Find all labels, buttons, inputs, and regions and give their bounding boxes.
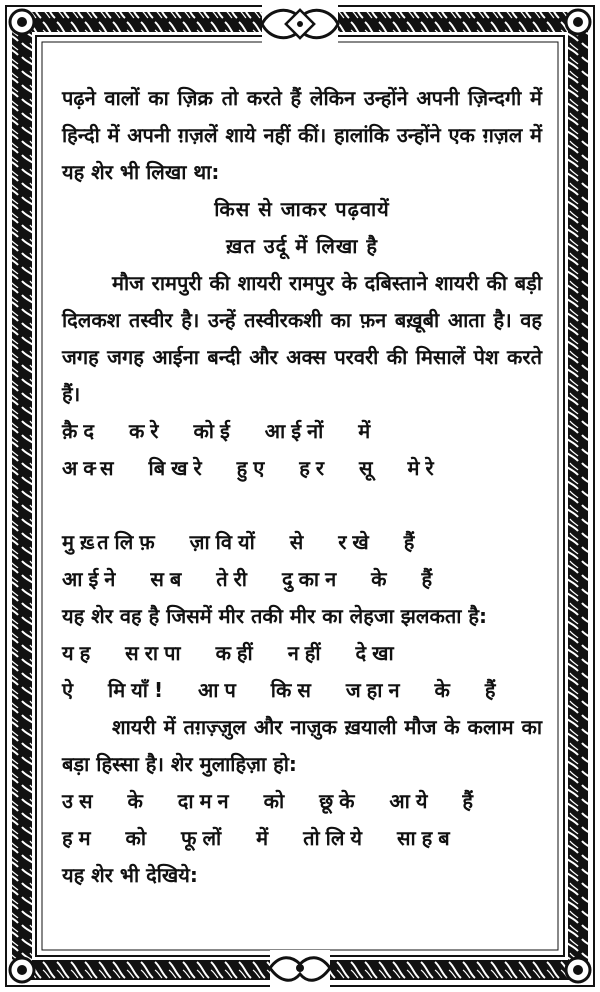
couplet-2-line-2: अक्स बिखरे हुए हर सू मेरे [62,456,440,480]
couplet-4-line-2: ऐ मियाँ! आप किस जहान के हैं [62,678,502,702]
corner-knot-top-left [10,10,34,34]
couplet-3-line-2: आईने सब तेरी दुकान के हैं [62,567,439,591]
couplet-2-line-1: क़ैद करे कोई आईनों में [62,419,377,443]
paragraph-intro: पढ़ने वालों का ज़िक्र तो करते हैं लेकिन उन्होंने अपनी ज़िन्दगी में हिन्दी में अपनी ग़ज़लें शाये नहीं कीं। हालांकि उन्होंने एक ग़ज़ल में यह शेर भी लिखा था: [62,86,542,184]
right-rope-band [568,30,588,962]
paragraph-taghazzul: शायरी में तग़ज़्ज़ुल और नाज़ुक ख़याली मौज के कलाम का बड़ा हिस्सा है। शेर मुलाहिज़ा हो: [62,715,542,776]
text-block [62,80,542,960]
couplet-4-line-1: यह सरापा कहीं नहीं देखा [62,641,400,665]
top-center-ornament [262,4,338,44]
left-rope-band [12,30,32,962]
corner-knot-bottom-right [566,958,590,982]
couplet-5-line-1: उस के दामन को छूके आये हैं [62,789,480,813]
stanza-gap [62,487,542,524]
couplet-5-line-2: हम को फूलों में तोलिये साहब [62,826,456,850]
paragraph-ye-sher-bhi-dekhiye: यह शेर भी देखिये: [62,863,198,887]
corner-knot-bottom-left [10,958,34,982]
couplet-1-line-2: ख़त उर्दू में लिखा है [225,234,379,258]
couplet-3-line-1: मुख़्तलिफ़ ज़ावियों से रखे हैं [62,530,421,554]
couplet-1-line-1: किस से जाकर पढ़वायें [214,197,390,221]
paragraph-mir-taqi-mir: यह शेर वह है जिसमें मीर तकी मीर का लेहजा झलकता है: [62,604,488,628]
corner-knot-top-right [566,10,590,34]
paragraph-maujrampuri: मौज रामपुरी की शायरी रामपुर के दबिस्ताने शायरी की बड़ी दिलकश तस्वीर है। उन्हें तस्वीरकशी का फ़न बख़ूबी आता है। वह जगह जगह आईना बन्दी और अक्स परवरी की मिसालें पेश करते हैं। [62,271,542,406]
